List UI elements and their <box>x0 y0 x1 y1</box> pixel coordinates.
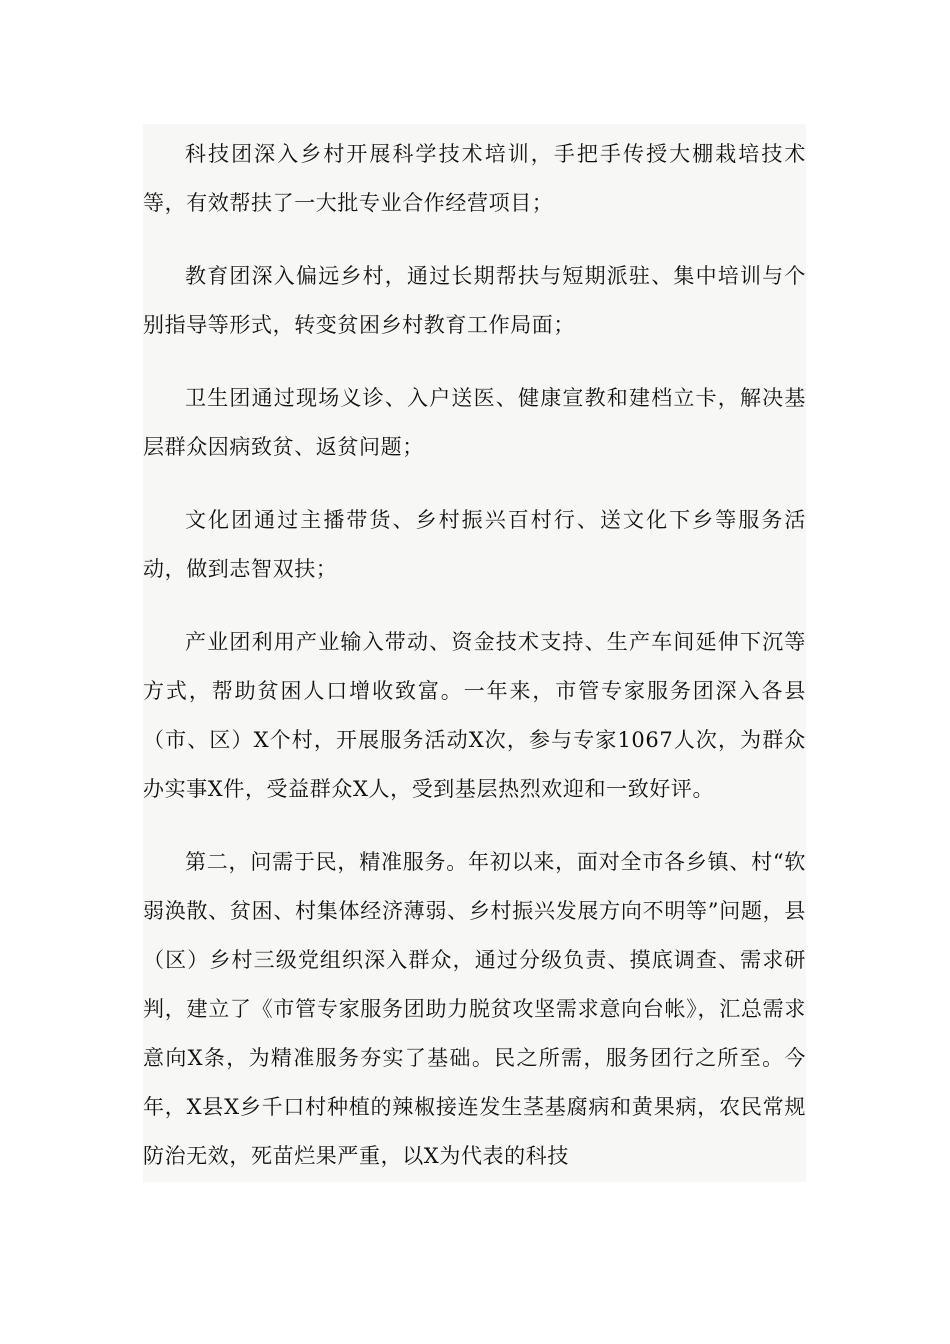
paragraph-science-team: 科技团深入乡村开展科学技术培训，手把手传授大棚栽培技术等，有效帮扶了一大批专业合作经营项目； <box>143 142 806 215</box>
paragraph-industry-team: 产业团利用产业输入带动、资金技术支持、生产车间延伸下沉等方式，帮助贫困人口增收致富。一年来，市管专家服务团深入各县（市、区）X个村，开展服务活动X次，参与专家1067人次，为群众办实事X件，受益群众X人，受到基层热烈欢迎和一致好评。 <box>143 630 806 801</box>
paragraph-education-team: 教育团深入偏远乡村，通过长期帮扶与短期派驻、集中培训与个别指导等形式，转变贫困乡村教育工作局面； <box>143 264 806 337</box>
paragraph-culture-team: 文化团通过主播带货、乡村振兴百村行、送文化下乡等服务活动，做到志智双扶； <box>143 508 806 581</box>
paragraph-health-team: 卫生团通过现场义诊、入户送医、健康宣教和建档立卡，解决基层群众因病致贫、返贫问题； <box>143 386 806 459</box>
paragraph-second-point: 第二，问需于民，精准服务。年初以来，面对全市各乡镇、村“软弱涣散、贫困、村集体经济薄弱、乡村振兴发展方向不明等”问题，县（区）乡村三级党组织深入群众，通过分级负责、摸底调查、需求研判，建立了《市管专家服务团助力脱贫攻坚需求意向台帐》，汇总需求意向X条，为精准服务夯实了基础。民之所需，服务团行之所至。今年，X县X乡千口村种植的辣椒接连发生茎基腐病和黄果病，农民常规防治无效，死苗烂果严重，以X为代表的科技 <box>143 850 806 1168</box>
document-page <box>143 124 806 1182</box>
